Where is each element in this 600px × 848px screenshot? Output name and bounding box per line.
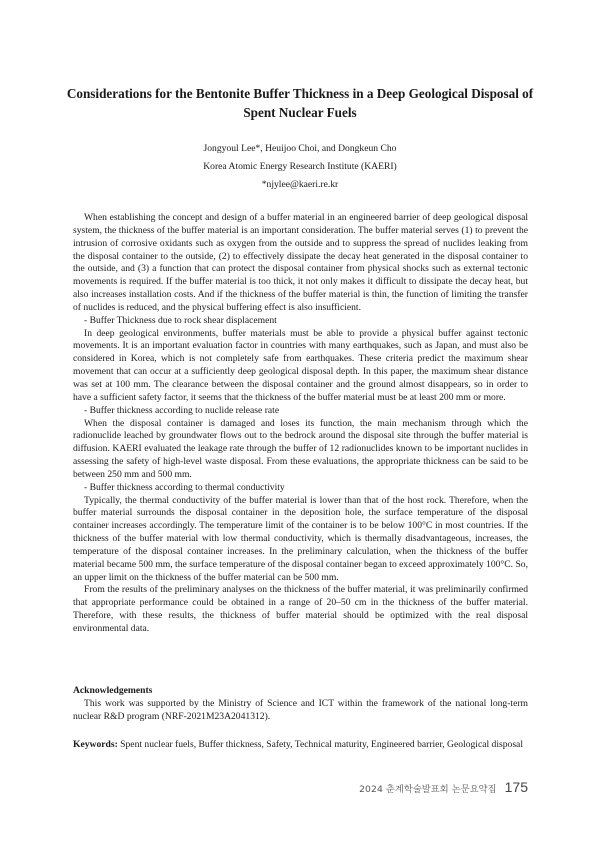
- conference-name: 2024 춘계학술발표회 논문요약집: [359, 784, 497, 795]
- acknowledgements-heading: Acknowledgements: [73, 685, 153, 696]
- nuclide-paragraph: When the disposal container is damaged and loses its function, the main mechanism through which the radionuclide leached by groundwater flows out to the bedrock around the disposal site through the buffer material is diffusion. KAERI evaluated the leakage rate through the buffer of 12 radionuclides known to be important nuclides in assessing the safety of high-level waste disposal. From these evaluations, the appropriate thickness can be said to be between 250 mm and 500 mm.: [73, 417, 528, 480]
- acknowledgements-section: [73, 685, 528, 724]
- section-heading-nuclide: - Buffer thickness according to nuclide release rate: [84, 404, 280, 416]
- keywords-label: Keywords:: [73, 739, 118, 750]
- acknowledgements-text: This work was supported by the Ministry of Science and ICT within the framework of the national long-term nuclear R&D program (NRF-2021M23A2041312).: [73, 697, 528, 722]
- abstract-body: [73, 212, 528, 636]
- paper-title: Considerations for the Bentonite Buffer Thickness in a Deep Geological Disposal of Spent Nuclear Fuels: [66, 86, 534, 120]
- keywords-section: [73, 739, 528, 752]
- affiliation: Korea Atomic Energy Research Institute (KAERI): [203, 161, 397, 172]
- corresponding-email: *njylee@kaeri.re.kr: [261, 179, 339, 190]
- section-heading-shear: - Buffer Thickness due to rock shear displacement: [84, 314, 277, 326]
- author-list: Jongyoul Lee*, Heuijoo Choi, and Dongkeun Cho: [203, 143, 397, 154]
- keywords-text: Spent nuclear fuels, Buffer thickness, Safety, Technical maturity, Engineered barrier, Geological disposal: [120, 739, 523, 750]
- shear-paragraph: In deep geological environments, buffer materials must be able to provide a physical buffer against tectonic movements. It is an important evaluation factor in countries with many earthquakes, such as Japan, and must also be considered in Korea, which is not completely safe from earthquakes. These criteria predict the maximum shear movement that can occur at a sufficiently deep geological disposal depth. In this paper, the maximum shear distance was set at 100 mm. The clearance between the disposal container and the ground almost disappears, so in order to have a sufficient safety factor, it seems that the thickness of the buffer material must be at least 200 mm or more.: [73, 327, 528, 403]
- page-number: 175: [504, 779, 528, 795]
- thermal-paragraph: Typically, the thermal conductivity of the buffer material is lower than that of the host rock. Therefore, when the buffer material surrounds the disposal container in the deposition hole, the surface temperature of the disposal container increases accordingly. The temperature limit of the container is to be below 100°C in most countries. If the thickness of the buffer material with low thermal conductivity, which is thermally disadvantageous, increases, the temperature of the disposal container increases. In the preliminary calculation, when the thickness of the buffer material became 500 mm, the surface temperature of the disposal container began to exceed approximately 100°C. So, an upper limit on the thickness of the buffer material can be 500 mm.: [73, 494, 528, 583]
- page-footer: [359, 779, 528, 795]
- section-heading-thermal: - Buffer thickness according to thermal conductivity: [84, 481, 285, 493]
- intro-paragraph: When establishing the concept and design of a buffer material in an engineered barrier of deep geological disposal system, the thickness of the buffer material is an important consideration. The buffer material serves (1) to prevent the intrusion of corrosive oxidants such as oxygen from the outside and to suppress the spread of nuclides leaking from the disposal container to the outside, (2) to effectively dissipate the decay heat generated in the disposal container to the outside, and (3) a function that can protect the disposal container from physical shocks such as external tectonic movements is required. If the buffer material is too thick, it not only makes it difficult to dissipate the decay heat, but also increases installation costs. And if the thickness of the buffer material is thin, the function of limiting the transfer of nuclides is reduced, and the physical buffering effect is also insufficient.: [73, 212, 528, 313]
- conclusion-paragraph: From the results of the preliminary analyses on the thickness of the buffer material, it was preliminarily confirmed that appropriate performance could be obtained in a range of 20–50 cm in the thickness of the buffer material. Therefore, with these results, the thickness of buffer material should be optimized with the real disposal environmental data.: [73, 584, 528, 634]
